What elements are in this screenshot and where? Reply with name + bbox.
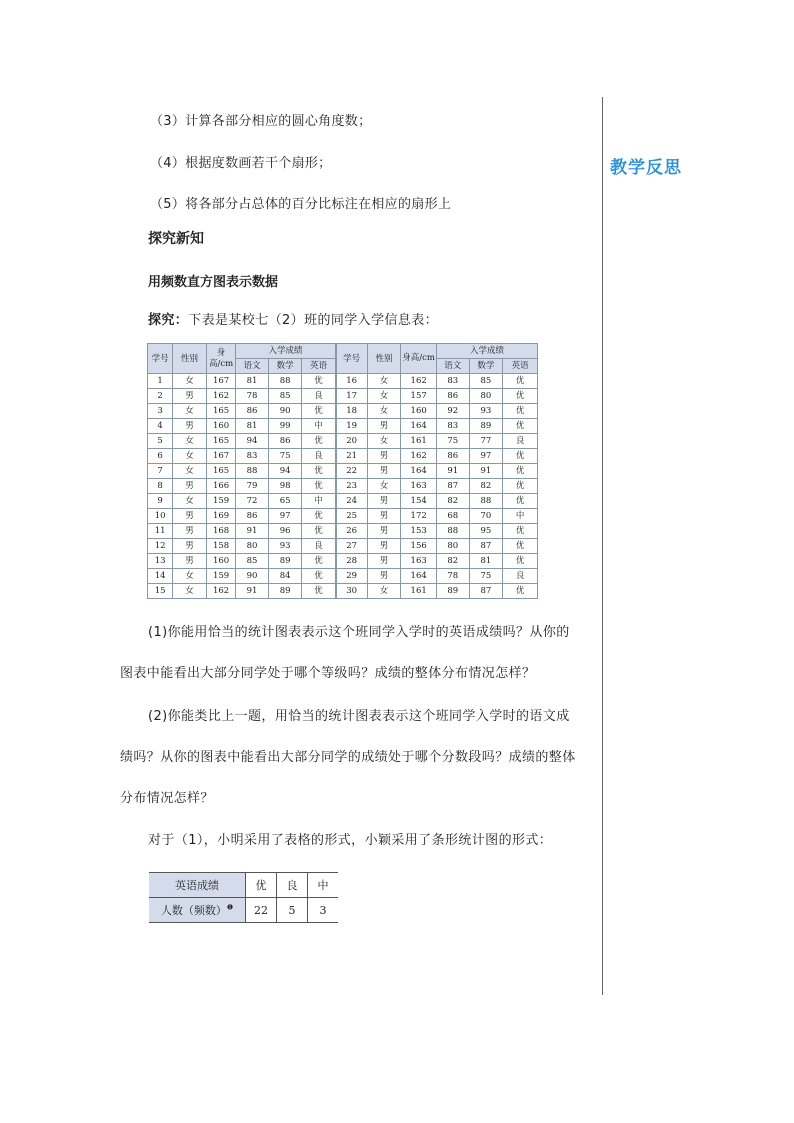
table-cell: 3 xyxy=(148,404,173,419)
table-cell: 20 xyxy=(336,434,368,449)
table-cell: 80 xyxy=(437,539,470,554)
table-cell: 156 xyxy=(401,539,437,554)
table-cell: 男 xyxy=(367,554,401,569)
table-cell: 男 xyxy=(173,524,207,539)
header-scores: 入学成绩 xyxy=(236,344,336,359)
table-cell: 97 xyxy=(469,449,503,464)
table-cell: 30 xyxy=(336,584,368,599)
table-cell: 优 xyxy=(302,569,336,584)
table-cell: 12 xyxy=(148,539,173,554)
table-cell: 172 xyxy=(401,509,437,524)
table-cell: 女 xyxy=(173,494,207,509)
header-gender: 性别 xyxy=(173,344,207,374)
table-cell: 男 xyxy=(367,494,401,509)
header-gender: 性别 xyxy=(367,344,401,374)
table-cell: 70 xyxy=(469,509,503,524)
table-cell: 优 xyxy=(503,374,538,389)
table-cell: 28 xyxy=(336,554,368,569)
header-height-text: 身高/cm xyxy=(402,353,435,363)
table-cell: 优 xyxy=(302,464,336,479)
table-cell: 女 xyxy=(173,374,207,389)
table-cell: 160 xyxy=(401,404,437,419)
table-cell: 女 xyxy=(367,584,401,599)
step-3: （3）计算各部分相应的圆心角度数； xyxy=(150,114,372,129)
table-cell: 女 xyxy=(173,404,207,419)
count-row-label xyxy=(149,898,246,923)
table-cell: 85 xyxy=(268,389,302,404)
english-header-label: 英语成绩 xyxy=(149,873,246,898)
table-cell: 159 xyxy=(206,569,235,584)
table-cell: 女 xyxy=(367,404,401,419)
question-2-line-2: 绩吗？从你的图表中能看出大部分同学的成绩处于哪个分数段吗？成绩的整体 xyxy=(120,750,576,765)
table-cell: 84 xyxy=(268,569,302,584)
table-cell: 87 xyxy=(469,584,503,599)
header-height xyxy=(401,344,437,374)
table-cell: 169 xyxy=(206,509,235,524)
table-cell: 86 xyxy=(268,434,302,449)
table-cell: 93 xyxy=(469,404,503,419)
table-cell: 99 xyxy=(268,419,302,434)
table-cell: 优 xyxy=(503,494,538,509)
question-2-line-3: 分布情况怎样？ xyxy=(120,791,214,806)
table-cell: 157 xyxy=(401,389,437,404)
table-cell: 161 xyxy=(401,434,437,449)
table-cell: 68 xyxy=(437,509,470,524)
table-cell: 优 xyxy=(503,464,538,479)
table-cell: 162 xyxy=(401,449,437,464)
count-cell: 5 xyxy=(277,898,308,923)
table-row xyxy=(148,449,538,464)
table-cell: 2 xyxy=(148,389,173,404)
table-cell: 97 xyxy=(268,509,302,524)
table-cell: 158 xyxy=(206,539,235,554)
table-cell: 男 xyxy=(173,554,207,569)
table-cell: 男 xyxy=(173,479,207,494)
table-cell: 98 xyxy=(268,479,302,494)
table-cell: 162 xyxy=(401,374,437,389)
table-row xyxy=(148,389,538,404)
table-cell: 154 xyxy=(401,494,437,509)
table-cell: 95 xyxy=(469,524,503,539)
table-cell: 80 xyxy=(469,389,503,404)
table-cell: 89 xyxy=(268,584,302,599)
subsection-title: 用频数直方图表示数据 xyxy=(148,275,279,290)
table-cell: 164 xyxy=(401,464,437,479)
table-cell: 9 xyxy=(148,494,173,509)
table-cell: 75 xyxy=(437,434,470,449)
count-row-label-text: 人数（频数） xyxy=(160,904,227,917)
header-math: 数学 xyxy=(268,359,302,374)
explore-line xyxy=(148,309,438,328)
count-cell: 22 xyxy=(246,898,277,923)
table-cell: 167 xyxy=(206,449,235,464)
table-cell: 78 xyxy=(437,569,470,584)
table-cell: 4 xyxy=(148,419,173,434)
table-row xyxy=(148,569,538,584)
table-cell: 良 xyxy=(503,569,538,584)
table-cell: 160 xyxy=(206,419,235,434)
answer-intro: 对于（1），小明采用了表格的形式，小颖采用了条形统计图的形式： xyxy=(148,833,553,848)
table-cell: 89 xyxy=(437,584,470,599)
question-1-line-1: (1)你能用恰当的统计图表表示这个班同学入学时的英语成绩吗？从你的 xyxy=(148,625,570,640)
table-row xyxy=(148,479,538,494)
table-cell: 良 xyxy=(503,434,538,449)
table-cell: 女 xyxy=(367,374,401,389)
table-cell: 优 xyxy=(302,434,336,449)
table-cell: 163 xyxy=(401,554,437,569)
table-cell: 女 xyxy=(367,434,401,449)
table-cell: 5 xyxy=(148,434,173,449)
table-cell: 男 xyxy=(173,509,207,524)
table-cell: 81 xyxy=(236,374,269,389)
table-cell: 25 xyxy=(336,509,368,524)
table-cell: 18 xyxy=(336,404,368,419)
table-cell: 10 xyxy=(148,509,173,524)
table-cell: 83 xyxy=(437,374,470,389)
table-cell: 16 xyxy=(336,374,368,389)
table-cell: 15 xyxy=(148,584,173,599)
table-cell: 82 xyxy=(437,554,470,569)
table-cell: 88 xyxy=(236,464,269,479)
table-cell: 女 xyxy=(173,569,207,584)
table-row xyxy=(148,464,538,479)
section-title: 探究新知 xyxy=(148,231,204,247)
table-row xyxy=(148,584,538,599)
table-row xyxy=(148,374,538,389)
table-cell: 159 xyxy=(206,494,235,509)
table-cell: 88 xyxy=(437,524,470,539)
header-id: 学号 xyxy=(336,344,368,374)
table-cell: 优 xyxy=(503,584,538,599)
table-cell: 164 xyxy=(401,419,437,434)
table-cell: 92 xyxy=(437,404,470,419)
table-cell: 女 xyxy=(173,464,207,479)
header-height-text: 身高/cm xyxy=(208,347,234,369)
table-cell: 80 xyxy=(236,539,269,554)
table-cell: 75 xyxy=(469,569,503,584)
table-cell: 83 xyxy=(437,419,470,434)
table-cell: 162 xyxy=(206,389,235,404)
header-scores: 入学成绩 xyxy=(437,344,538,359)
question-2-line-1: (2)你能类比上一题，用恰当的统计图表表示这个班同学入学时的语文成 xyxy=(148,709,570,724)
header-chinese: 语文 xyxy=(437,359,470,374)
table-cell: 81 xyxy=(469,554,503,569)
table-cell: 90 xyxy=(268,404,302,419)
table-cell: 女 xyxy=(173,584,207,599)
table-cell: 27 xyxy=(336,539,368,554)
table-cell: 82 xyxy=(437,494,470,509)
table-cell: 优 xyxy=(302,374,336,389)
table-cell: 优 xyxy=(302,404,336,419)
table-cell: 94 xyxy=(236,434,269,449)
table-cell: 79 xyxy=(236,479,269,494)
table-cell: 83 xyxy=(236,449,269,464)
table-cell: 优 xyxy=(503,389,538,404)
step-5: （5）将各部分占总体的百分比标注在相应的扇形上 xyxy=(150,197,452,212)
table-cell: 87 xyxy=(437,479,470,494)
table-row xyxy=(148,419,538,434)
table-cell: 87 xyxy=(469,539,503,554)
header-english: 英语 xyxy=(503,359,538,374)
table-cell: 男 xyxy=(173,539,207,554)
header-id: 学号 xyxy=(148,344,173,374)
table-cell: 168 xyxy=(206,524,235,539)
student-info-body xyxy=(148,374,538,599)
table-cell: 91 xyxy=(236,584,269,599)
table-cell: 24 xyxy=(336,494,368,509)
table-cell: 90 xyxy=(236,569,269,584)
table-cell: 161 xyxy=(401,584,437,599)
table-cell: 女 xyxy=(173,434,207,449)
sidebar-title: 教学反思 xyxy=(610,158,682,178)
table-cell: 女 xyxy=(367,389,401,404)
explore-text: 下表是某校七（2）班的同学入学信息表： xyxy=(188,313,439,328)
question-1-line-2: 图表中能看出大部分同学处于哪个等级吗？成绩的整体分布情况怎样？ xyxy=(120,666,536,681)
explore-label: 探究： xyxy=(148,313,189,328)
column-divider xyxy=(602,97,603,995)
table-cell: 75 xyxy=(268,449,302,464)
table-cell: 163 xyxy=(401,479,437,494)
table-cell: 男 xyxy=(173,419,207,434)
table-cell: 优 xyxy=(302,524,336,539)
table-cell: 优 xyxy=(503,554,538,569)
grade-cell: 中 xyxy=(308,873,339,898)
table-cell: 优 xyxy=(302,479,336,494)
table-cell: 男 xyxy=(367,419,401,434)
step-4: （4）根据度数画若干个扇形； xyxy=(150,156,332,171)
table-cell: 优 xyxy=(503,479,538,494)
table-cell: 13 xyxy=(148,554,173,569)
table-cell: 89 xyxy=(268,554,302,569)
table-cell: 17 xyxy=(336,389,368,404)
count-cell: 3 xyxy=(308,898,339,923)
table-cell: 85 xyxy=(236,554,269,569)
table-cell: 良 xyxy=(302,389,336,404)
table-cell: 女 xyxy=(173,449,207,464)
table-cell: 86 xyxy=(437,389,470,404)
table-cell: 22 xyxy=(336,464,368,479)
table-cell: 优 xyxy=(503,524,538,539)
table-cell: 1 xyxy=(148,374,173,389)
note-icon: ❶ xyxy=(226,903,234,912)
table-cell: 优 xyxy=(503,419,538,434)
table-row xyxy=(148,539,538,554)
grade-cell: 良 xyxy=(277,873,308,898)
table-cell: 6 xyxy=(148,449,173,464)
table-cell: 85 xyxy=(469,374,503,389)
table-cell: 165 xyxy=(206,464,235,479)
table-cell: 优 xyxy=(302,584,336,599)
table-cell: 96 xyxy=(268,524,302,539)
table-row xyxy=(148,494,538,509)
table-cell: 优 xyxy=(503,404,538,419)
table-cell: 7 xyxy=(148,464,173,479)
table-cell: 77 xyxy=(469,434,503,449)
table-cell: 男 xyxy=(367,449,401,464)
table-cell: 65 xyxy=(268,494,302,509)
table-cell: 162 xyxy=(206,584,235,599)
table-cell: 19 xyxy=(336,419,368,434)
table-cell: 91 xyxy=(437,464,470,479)
table-cell: 88 xyxy=(268,374,302,389)
table-cell: 72 xyxy=(236,494,269,509)
header-chinese: 语文 xyxy=(236,359,269,374)
table-cell: 167 xyxy=(206,374,235,389)
table-cell: 91 xyxy=(469,464,503,479)
table-cell: 91 xyxy=(236,524,269,539)
table-cell: 88 xyxy=(469,494,503,509)
table-cell: 26 xyxy=(336,524,368,539)
table-cell: 男 xyxy=(173,389,207,404)
table-cell: 165 xyxy=(206,434,235,449)
table-cell: 11 xyxy=(148,524,173,539)
header-english: 英语 xyxy=(302,359,336,374)
table-cell: 中 xyxy=(302,494,336,509)
table-cell: 82 xyxy=(469,479,503,494)
table-cell: 优 xyxy=(503,449,538,464)
table-row xyxy=(148,524,538,539)
table-cell: 优 xyxy=(302,554,336,569)
table-cell: 男 xyxy=(367,464,401,479)
table-cell: 男 xyxy=(367,539,401,554)
header-height xyxy=(206,344,235,374)
table-cell: 优 xyxy=(503,539,538,554)
table-cell: 166 xyxy=(206,479,235,494)
grade-cell: 优 xyxy=(246,873,277,898)
table-cell: 81 xyxy=(236,419,269,434)
table-cell: 21 xyxy=(336,449,368,464)
table-cell: 14 xyxy=(148,569,173,584)
table-cell: 164 xyxy=(401,569,437,584)
table-cell: 93 xyxy=(268,539,302,554)
table-cell: 94 xyxy=(268,464,302,479)
table-cell: 女 xyxy=(367,479,401,494)
table-cell: 29 xyxy=(336,569,368,584)
table-cell: 165 xyxy=(206,404,235,419)
table-cell: 153 xyxy=(401,524,437,539)
table-cell: 男 xyxy=(367,524,401,539)
table-cell: 23 xyxy=(336,479,368,494)
table-cell: 86 xyxy=(437,449,470,464)
table-cell: 中 xyxy=(302,419,336,434)
table-cell: 86 xyxy=(236,404,269,419)
table-row xyxy=(148,509,538,524)
table-cell: 男 xyxy=(367,509,401,524)
table-cell: 良 xyxy=(302,539,336,554)
table-row xyxy=(148,434,538,449)
table-cell: 男 xyxy=(367,569,401,584)
table-cell: 中 xyxy=(503,509,538,524)
table-cell: 优 xyxy=(302,509,336,524)
table-cell: 8 xyxy=(148,479,173,494)
student-info-table xyxy=(147,343,538,599)
table-row xyxy=(148,554,538,569)
table-cell: 89 xyxy=(469,419,503,434)
table-cell: 良 xyxy=(302,449,336,464)
table-cell: 78 xyxy=(236,389,269,404)
header-math: 数学 xyxy=(469,359,503,374)
table-cell: 160 xyxy=(206,554,235,569)
english-grade-table xyxy=(149,872,338,923)
table-row xyxy=(148,404,538,419)
table-cell: 86 xyxy=(236,509,269,524)
